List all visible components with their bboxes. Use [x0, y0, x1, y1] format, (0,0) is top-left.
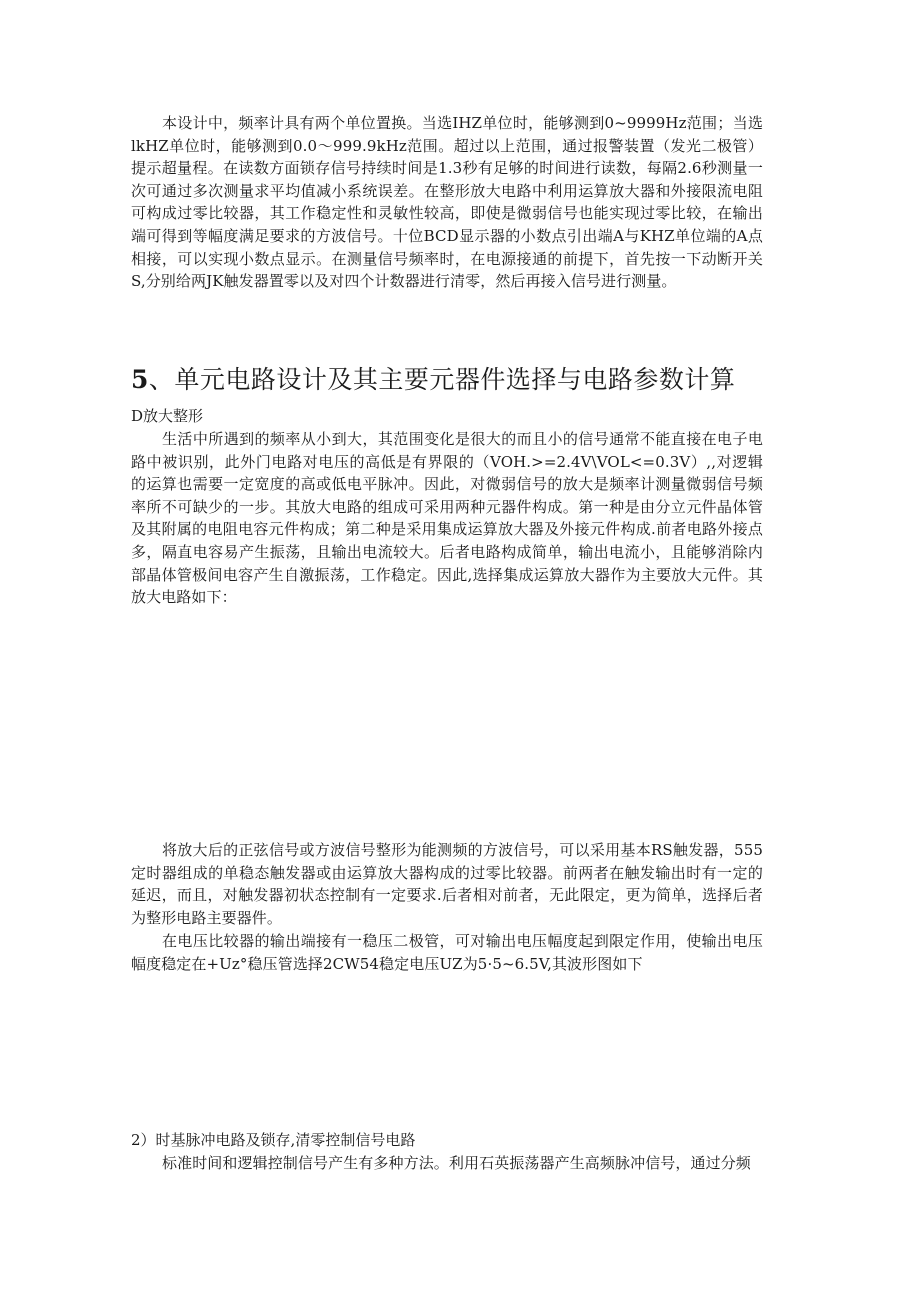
zener-paragraph: 在电压比较器的输出端接有一稳压二极管，可对输出电压幅度起到限定作用，使输出电压幅度稳定在+Uz°稳压管选择2CW54稳定电压UZ为5·5~6.5V,其波形图如下: [131, 932, 763, 973]
intro-paragraph: 本设计中，频率计具有两个单位置换。当选IHZ单位时，能够测到0~9999Hz范围；当选lkHZ单位时，能够测到0.0～999.9kHz范围。超过以上范围，通过报警装置（发光二极管）提示超量程。在读数方面锁存信号持续时间是1.3秒有足够的时间进行读数，每隔2.6秒测量一次可通过多次测量求平均值减小系统误差。在整形放大电路中利用运算放大器和外接限流电阻可构成过零比较器，其工作稳定性和灵敏性较高，即使是微弱信号也能实现过零比较，在输出端可得到等幅度满足要求的方波信号。十位BCD显示器的小数点引出端A与KHZ单位端的A点相接，可以实现小数点显示。在测量信号频率时，在电源接通的前提下，首先按一下动断开关S,分别给两JK触发器置零以及对四个计数器进行清零，然后再接入信号进行测量。: [131, 114, 763, 291]
amplifier-circuit-figure-placeholder: [131, 640, 763, 830]
waveform-figure-placeholder: [131, 980, 763, 1120]
subheading-timebase-circuit: 2）时基脉冲电路及锁存,清零控制信号电路: [131, 1131, 416, 1149]
shaping-paragraph: 将放大后的正弦信号或方波信号整形为能测频的方波信号，可以采用基本RS触发器，555定时器组成的单稳态触发器或由运算放大器构成的过零比较器。前两者在触发输出时有一定的延迟，而且，对触发器初状态控制有一定要求.后者相对前者，无此限定，更为简单，选择后者为整形电路主要器件。: [131, 841, 763, 927]
section-title: 、单元电路设计及其主要元器件选择与电路参数计算: [148, 365, 736, 394]
timebase-paragraph: 标准时间和逻辑控制信号产生有多种方法。利用石英振荡器产生高频脉冲信号，通过分频: [162, 1154, 751, 1172]
section-number: 5: [131, 365, 149, 394]
subheading-amplify-shape: D放大整形: [131, 407, 204, 425]
section-heading: [131, 364, 771, 396]
amplifier-paragraph: 生活中所遇到的频率从小到大，其范围变化是很大的而且小的信号通常不能直接在电子电路中被识别，此外门电路对电压的高低是有界限的（VOH.>=2.4V\VOL<=0.3V）,,对逻辑的运算也需要一定宽度的高或低电平脉冲。因此，对微弱信号的放大是频率计测量微弱信号频率所不可缺少的一步。其放大电路的组成可采用两种元器件构成。第一种是由分立元件晶体管及其附属的电阻电容元件构成；第二种是采用集成运算放大器及外接元件构成.前者电路外接点多，隔直电容易产生振荡，且输出电流较大。后者电路构成简单，输出电流小，且能够消除内部晶体管极间电容产生自激振荡，工作稳定。因此,选择集成运算放大器作为主要放大元件。其放大电路如下：: [131, 430, 763, 607]
